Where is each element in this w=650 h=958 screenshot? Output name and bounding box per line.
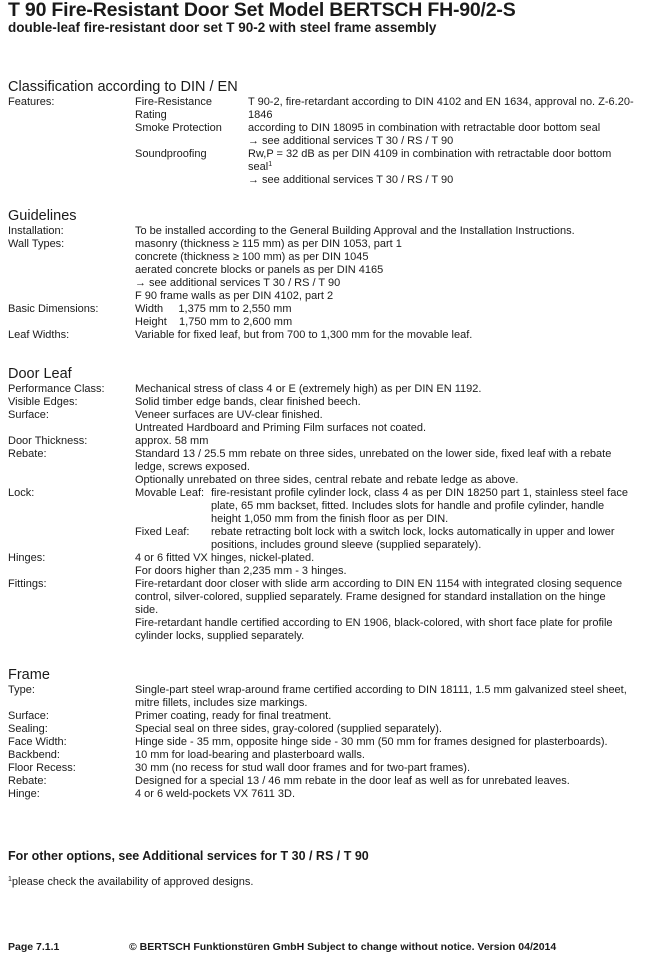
row-value: [135, 396, 644, 409]
footnote-mark: 1: [268, 161, 273, 168]
spec-row: [8, 396, 644, 409]
row-label: Rebate:: [8, 448, 47, 460]
section-classification: [8, 79, 644, 187]
row-label: Performance Class:: [8, 383, 105, 395]
row-value-line: Optionally unrebated on three sides, central rebate and rebate ledge as above.: [135, 474, 519, 486]
row-value-line: Solid timber edge bands, clear finished beech.: [135, 396, 361, 408]
feature-value-text: Rw,P = 32 dB as per DIN 4109 in combination with retractable door bottom: [248, 148, 612, 160]
spec-row: [8, 552, 644, 578]
section-heading: Guidelines: [8, 208, 77, 224]
document-subtitle: double-leaf fire-resistant door set T 90-2 with steel frame assembly: [8, 20, 437, 35]
row-value: [135, 435, 644, 448]
row-value: [135, 723, 644, 736]
row-value: [135, 225, 644, 238]
lock-item: [135, 526, 644, 552]
row-value-line: Fire-retardant handle certified according to EN 1906, black-colored, with short face plate for profile: [135, 617, 613, 629]
row-value-line: cylinder locks, supplied separately.: [135, 630, 305, 642]
door-leaf-rows: [8, 383, 644, 487]
row-value: [135, 238, 644, 303]
spec-row: [8, 435, 644, 448]
row-value: [135, 409, 644, 435]
feature-value: [248, 148, 644, 187]
row-label: Features:: [8, 96, 55, 108]
row-value: [135, 303, 644, 329]
copyright-notice: © BERTSCH Funktionstüren GmbH Subject to change without notice. Version 04/2014: [129, 941, 557, 953]
lock-items: [135, 487, 644, 552]
row-value-line: 30 mm (no recess for stud wall door frames and for two-part frames).: [135, 762, 471, 774]
row-label: Surface:: [8, 710, 49, 722]
row-value-line: masonry (thickness ≥ 115 mm) as per DIN 1053, part 1: [135, 238, 402, 250]
features-list: [135, 96, 644, 187]
row-value-line: Special seal on three sides, gray-colored (supplied separately).: [135, 723, 442, 735]
feature-value-line: [248, 109, 644, 122]
lock-item-name: Movable Leaf:: [135, 487, 205, 499]
row-value: [135, 329, 644, 342]
row-value-line: To be installed according to the General Building Approval and the Installation Instructions.: [135, 225, 575, 237]
frame-rows: [8, 684, 644, 801]
spec-row: [8, 788, 644, 801]
lock-item-value: [211, 526, 644, 552]
feature-value-line: [248, 122, 644, 135]
row-value-line: Width 1,375 mm to 2,550 mm: [135, 303, 292, 315]
spec-row: [8, 409, 644, 435]
lock-item-line: plate, 65 mm backset, fitted. Includes slots for handle and profile cylinder, handle: [211, 500, 605, 512]
row-value-line: Veneer surfaces are UV-clear finished.: [135, 409, 323, 421]
guidelines-rows: [8, 225, 644, 342]
feature-value-line: [248, 161, 644, 174]
row-label: Door Thickness:: [8, 435, 88, 447]
row-value-line: Hinge side - 35 mm, opposite hinge side - 30 mm (50 mm for frames designed for plasterboards).: [135, 736, 608, 748]
row-value: [135, 736, 644, 749]
row-value: [135, 775, 644, 788]
feature-value: [248, 122, 644, 148]
lock-item-line: fire-resistant profile cylinder lock, class 4 as per DIN 18250 part 1, stainless steel face: [211, 487, 628, 499]
spec-row: [8, 303, 644, 329]
row-value-line: mitre fillets, includes size markings.: [135, 697, 308, 709]
feature-name: [135, 122, 248, 148]
row-value-line: Mechanical stress of class 4 or E (extremely high) as per DIN EN 1192.: [135, 383, 482, 395]
row-label: Visible Edges:: [8, 396, 78, 408]
section-door-leaf: [8, 366, 644, 643]
footnote: [8, 876, 253, 888]
lock-item-line: height 1,050 mm from the finish floor as per DIN.: [211, 513, 449, 525]
row-value-line: 10 mm for load-bearing and plasterboard walls.: [135, 749, 365, 761]
row-value: [135, 762, 644, 775]
row-value: [135, 578, 644, 643]
row-label: Fittings:: [8, 578, 47, 590]
row-value-line: Primer coating, ready for final treatment.: [135, 710, 332, 722]
footnote-mark: 1: [8, 876, 12, 883]
section-frame: [8, 667, 644, 801]
feature-value-line: [248, 148, 644, 161]
spec-row: [8, 448, 644, 487]
feature-value-text: according to DIN 18095 in combination with retractable door bottom seal: [248, 122, 601, 134]
row-value: [135, 552, 644, 578]
row-label: Lock:: [8, 487, 35, 499]
lock-item: [135, 487, 644, 526]
spec-row: [8, 749, 644, 762]
row-label: Basic Dimensions:: [8, 303, 99, 315]
feature-value-text: → see additional services T 30 / RS / T 90: [248, 174, 454, 186]
row-value-line: 4 or 6 weld-pockets VX 7611 3D.: [135, 788, 295, 800]
row-value-line: Untreated Hardboard and Priming Film surfaces not coated.: [135, 422, 427, 434]
spec-row: [8, 578, 644, 643]
other-options-note: For other options, see Additional services for T 30 / RS / T 90: [8, 849, 369, 863]
page-number: Page 7.1.1: [8, 941, 60, 953]
section-heading: Classification according to DIN / EN: [8, 79, 238, 95]
feature-name-line: Soundproofing: [135, 148, 207, 160]
row-value: [135, 788, 644, 801]
spec-row: [8, 225, 644, 238]
door-leaf-rows-2: [8, 552, 644, 643]
row-value: [135, 749, 644, 762]
feature-name: [135, 148, 248, 187]
row-value: [135, 448, 644, 487]
spec-row: [8, 684, 644, 710]
feature-value-line: [248, 135, 644, 148]
row-value-line: Designed for a special 13 / 46 mm rebate in the door leaf as well as for unrebated leaves.: [135, 775, 570, 787]
row-label: Backbend:: [8, 749, 60, 761]
feature-value-line: [248, 174, 644, 187]
feature-value-text: seal: [248, 161, 269, 173]
feature-name-line: Fire-Resistance: [135, 96, 213, 108]
section-heading: Frame: [8, 667, 50, 683]
feature-value-text: → see additional services T 30 / RS / T 90: [248, 135, 454, 147]
feature-value-text: 1846: [248, 109, 273, 121]
row-value-line: For doors higher than 2,235 mm - 3 hinges.: [135, 565, 347, 577]
row-value-line: → see additional services T 30 / RS / T 90: [135, 277, 341, 289]
row-label: Face Width:: [8, 736, 67, 748]
row-value-line: Fire-retardant door closer with slide arm according to DIN EN 1154 with integrated closing sequence: [135, 578, 623, 590]
row-label: Type:: [8, 684, 35, 696]
row-label: Surface:: [8, 409, 49, 421]
spec-row: [8, 762, 644, 775]
row-value-line: Standard 13 / 25.5 mm rebate on three sides, unrebated on the lower side, fixed leaf with a rebate: [135, 448, 612, 460]
feature-value: [248, 96, 644, 122]
feature-item: [135, 148, 644, 187]
row-label: Leaf Widths:: [8, 329, 70, 341]
row-value-line: aerated concrete blocks or panels as per DIN 4165: [135, 264, 384, 276]
lock-item-line: positions, includes ground sleeve (supplied separately).: [211, 539, 482, 551]
row-label: Sealing:: [8, 723, 48, 735]
row-value-line: ledge, screws exposed.: [135, 461, 250, 473]
row-value-line: concrete (thickness ≥ 100 mm) as per DIN 1045: [135, 251, 369, 263]
row-value-line: control, silver-colored, supplied separately. Frame designed for standard installation on the hinge: [135, 591, 606, 603]
row-value-line: Height 1,750 mm to 2,600 mm: [135, 316, 293, 328]
lock-item-name: Fixed Leaf:: [135, 526, 190, 538]
row-label: Floor Recess:: [8, 762, 76, 774]
row-value: [135, 710, 644, 723]
spec-row: [8, 736, 644, 749]
row-label: Wall Types:: [8, 238, 65, 250]
row-label: Rebate:: [8, 775, 47, 787]
row-label: Hinge:: [8, 788, 40, 800]
row-label: Hinges:: [8, 552, 46, 564]
feature-value-text: T 90-2, fire-retardant according to DIN 4102 and EN 1634, approval no. Z-6.20-: [248, 96, 634, 108]
lock-item-line: rebate retracting bolt lock with a switch lock, locks automatically in upper and lower: [211, 526, 615, 538]
spec-row: [8, 383, 644, 396]
spec-row: [8, 329, 644, 342]
row-value-line: side.: [135, 604, 159, 616]
row-label: Installation:: [8, 225, 64, 237]
row-value-line: Single-part steel wrap-around frame certified according to DIN 18111, 1.5 mm galvanized steel sheet,: [135, 684, 627, 696]
section-heading: Door Leaf: [8, 366, 72, 382]
row-value-line: approx. 58 mm: [135, 435, 209, 447]
row-value-line: Variable for fixed leaf, but from 700 to 1,300 mm for the movable leaf.: [135, 329, 473, 341]
document-title: T 90 Fire-Resistant Door Set Model BERTSCH FH-90/2-S: [8, 0, 516, 21]
spec-row: [8, 238, 644, 303]
section-guidelines: [8, 208, 644, 342]
row-value-line: 4 or 6 fitted VX hinges, nickel-plated.: [135, 552, 315, 564]
feature-item: [135, 122, 644, 148]
feature-name: [135, 96, 248, 122]
row-value: [135, 684, 644, 710]
footnote-text: please check the availability of approved designs.: [11, 876, 254, 888]
feature-name-line: Rating: [135, 109, 167, 121]
spec-row: [8, 710, 644, 723]
row-value: [135, 383, 644, 396]
row-value-line: F 90 frame walls as per DIN 4102, part 2: [135, 290, 334, 302]
feature-value-line: [248, 96, 644, 109]
spec-row: [8, 723, 644, 736]
row-lock: [8, 487, 644, 552]
lock-item-value: [211, 487, 644, 526]
feature-item: [135, 96, 644, 122]
spec-row: [8, 775, 644, 788]
feature-name-line: Smoke Protection: [135, 122, 222, 134]
